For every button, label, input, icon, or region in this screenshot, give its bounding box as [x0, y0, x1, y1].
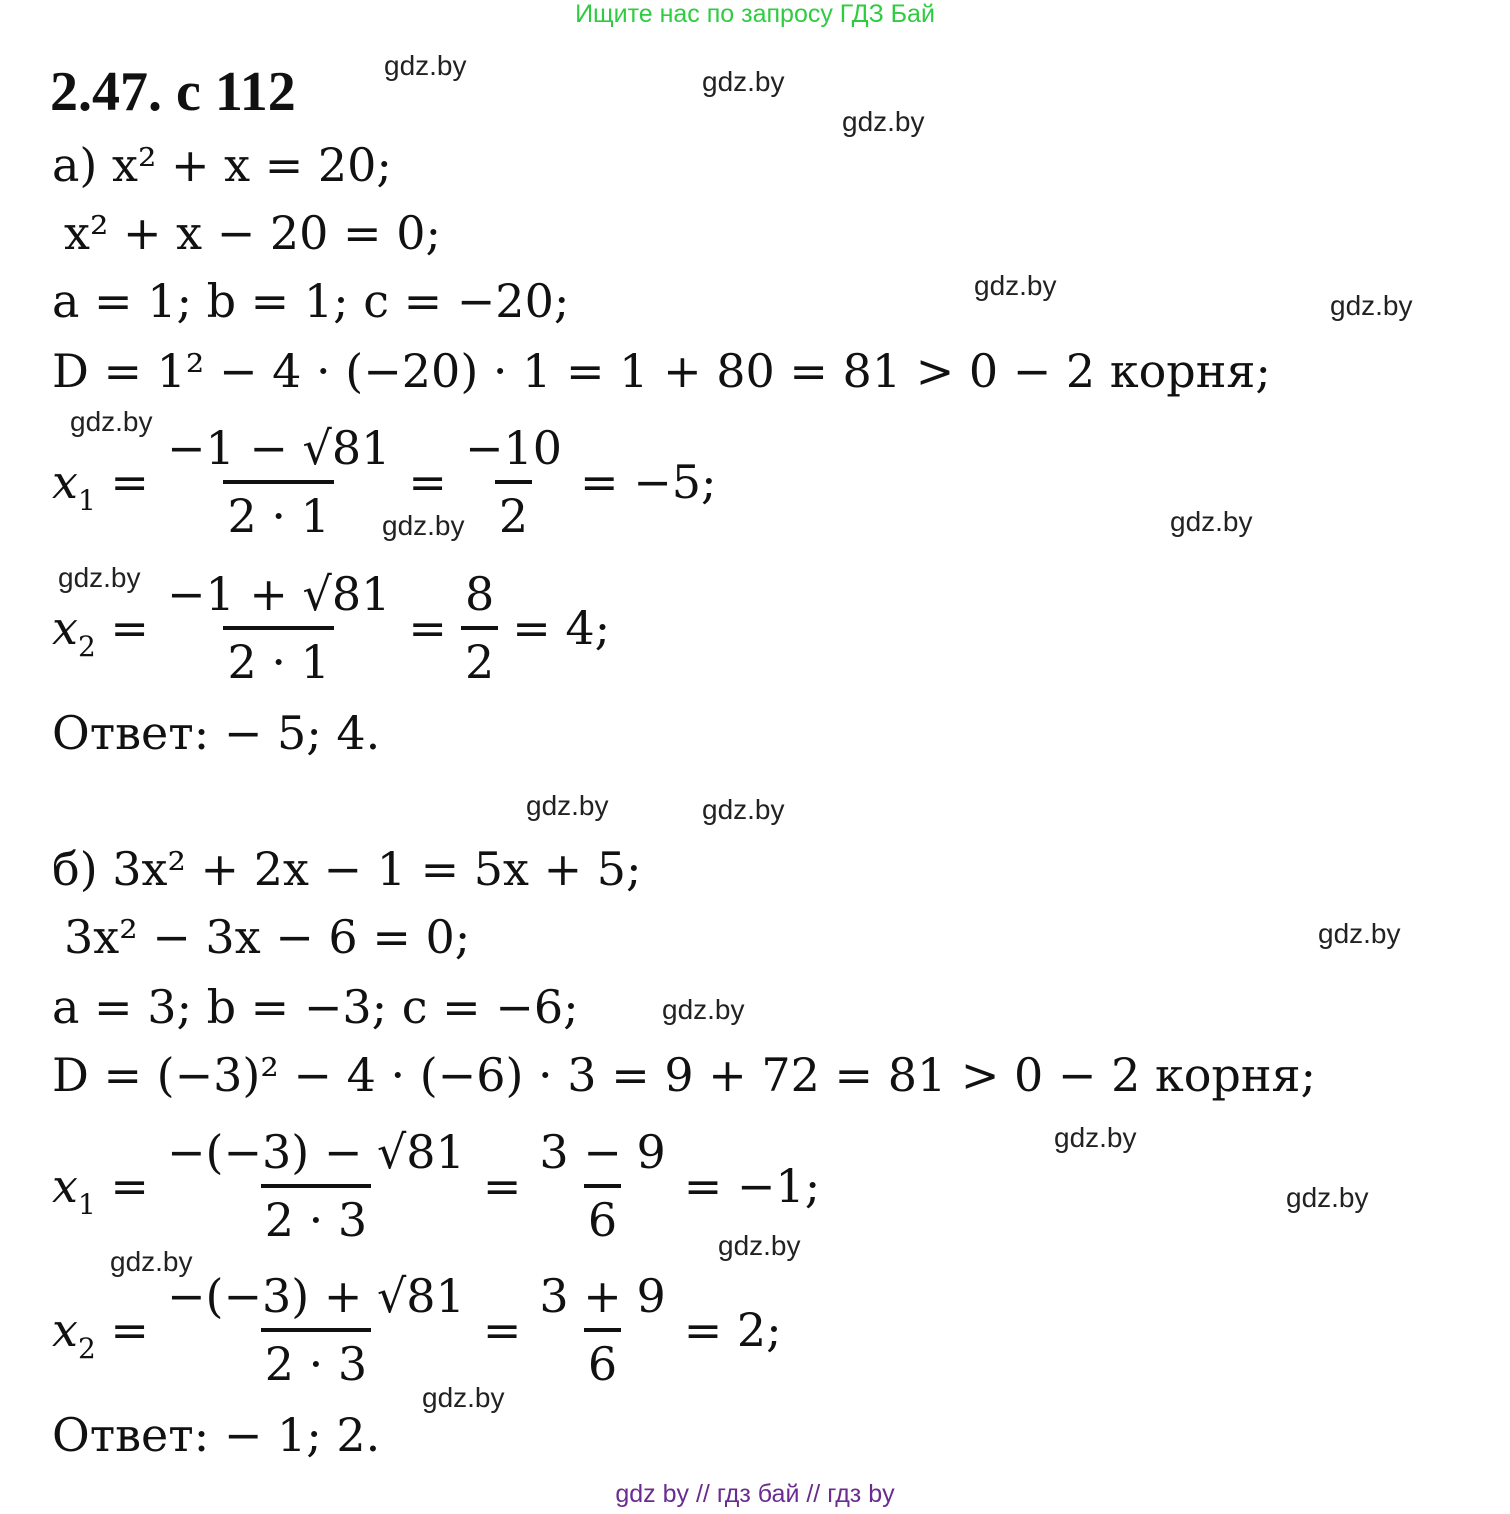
numerator: −1 − √81 [166, 421, 391, 475]
denominator: 2 · 1 [223, 626, 333, 690]
numerator: 8 [464, 567, 495, 621]
watermark: gdz.by [1318, 918, 1401, 949]
watermark: gdz.by [974, 270, 1057, 301]
part-a-root-x2 [52, 566, 610, 690]
part-a-label: а) [52, 138, 98, 192]
numerator: −(−3) + √81 [166, 1269, 465, 1323]
x2-label: $x_2$ = [52, 601, 149, 663]
part-b-discriminant: D = (−3)² − 4 · (−6) · 3 = 9 + 72 = 81 > 0 − 2 корня; [52, 1048, 1317, 1102]
watermark: gdz.by [662, 994, 745, 1025]
watermark: gdz.by [718, 1230, 801, 1261]
part-a-coefficients: a = 1; b = 1; c = −20; [52, 274, 570, 328]
part-a-equation [52, 138, 392, 192]
denominator: 2 · 3 [261, 1328, 371, 1392]
part-a-standard-form: x² + x − 20 = 0; [64, 206, 441, 260]
fraction [461, 566, 498, 690]
watermark: gdz.by [1286, 1182, 1369, 1213]
numerator: −1 + √81 [166, 567, 391, 621]
denominator: 2 [461, 626, 498, 690]
watermark: gdz.by [1170, 506, 1253, 537]
footer-links[interactable]: gdz by // гдз бай // гдз by [615, 1480, 895, 1508]
equals-sign: = [482, 1159, 522, 1213]
fraction [163, 1268, 469, 1392]
denominator: 2 · 1 [223, 480, 333, 544]
root-result: = −1; [683, 1159, 821, 1213]
part-b-coefficients: a = 3; b = −3; c = −6; [52, 980, 579, 1034]
watermark: gdz.by [526, 790, 609, 821]
numerator: 3 − 9 [539, 1125, 666, 1179]
fraction [461, 420, 566, 544]
fraction [163, 1124, 469, 1248]
exercise-title: 2.47. с 112 [50, 61, 296, 123]
denominator: 2 · 3 [261, 1184, 371, 1248]
part-a-eq1: x² + x = 20; [112, 138, 392, 192]
part-b-equation [52, 842, 642, 896]
numerator: −(−3) − √81 [166, 1125, 465, 1179]
part-a-root-x1 [52, 420, 717, 544]
numerator: 3 + 9 [539, 1269, 666, 1323]
x2-label: $x_2$ = [52, 1303, 149, 1365]
root-result: = −5; [580, 455, 717, 509]
fraction [163, 420, 394, 544]
watermark: gdz.by [1330, 290, 1413, 321]
numerator: −10 [464, 421, 563, 475]
part-b-root-x1 [52, 1124, 820, 1248]
part-b-label: б) [52, 842, 98, 896]
watermark: gdz.by [702, 66, 785, 97]
denominator: 6 [584, 1328, 621, 1392]
fraction [535, 1124, 669, 1248]
root-result: = 2; [683, 1303, 782, 1357]
watermark: gdz.by [422, 1382, 505, 1413]
equals-sign: = [482, 1303, 522, 1357]
part-b-root-x2 [52, 1268, 782, 1392]
x1-label: $x_1$ = [52, 455, 149, 517]
watermark: gdz.by [702, 794, 785, 825]
equals-sign: = [408, 601, 447, 655]
watermark: gdz.by [1054, 1122, 1137, 1153]
part-b-standard-form: 3x² − 3x − 6 = 0; [64, 910, 471, 964]
denominator: 2 [495, 480, 532, 544]
top-banner[interactable]: Ищите нас по запросу ГДЗ Бай [575, 0, 935, 28]
fraction [535, 1268, 669, 1392]
part-b-eq1: 3x² + 2x − 1 = 5x + 5; [112, 842, 642, 896]
fraction [163, 566, 394, 690]
part-a-answer: Ответ: − 5; 4. [52, 706, 381, 760]
watermark: gdz.by [842, 106, 925, 137]
root-result: = 4; [512, 601, 611, 655]
watermark: gdz.by [70, 406, 153, 437]
watermark: gdz.by [382, 510, 465, 541]
part-b-answer: Ответ: − 1; 2. [52, 1408, 381, 1462]
watermark: gdz.by [110, 1246, 193, 1277]
part-a-discriminant: D = 1² − 4 · (−20) · 1 = 1 + 80 = 81 > 0 − 2 корня; [52, 344, 1271, 398]
equals-sign: = [408, 455, 447, 509]
watermark: gdz.by [384, 50, 467, 81]
denominator: 6 [584, 1184, 621, 1248]
watermark: gdz.by [58, 562, 141, 593]
x1-label: $x_1$ = [52, 1159, 149, 1221]
